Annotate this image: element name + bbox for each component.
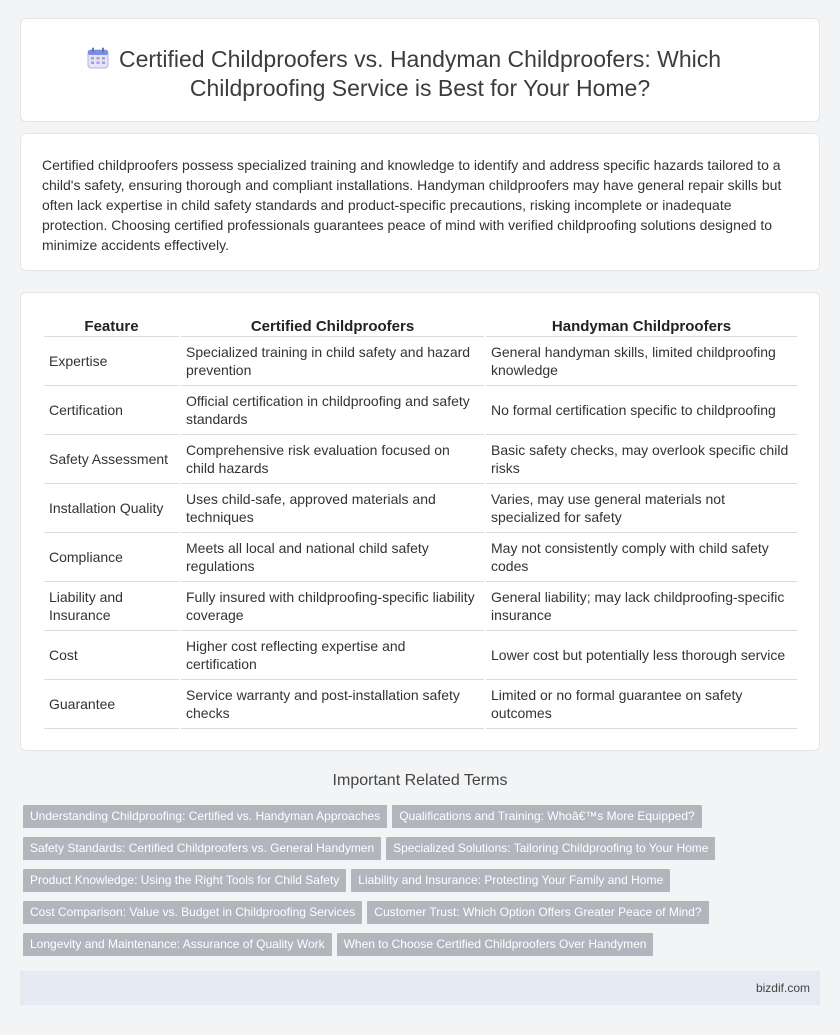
certified-cell: Service warranty and post-installation safety checks [181, 680, 484, 729]
handyman-cell: No formal certification specific to childproofing [486, 386, 797, 435]
handyman-cell: May not consistently comply with child safety codes [486, 533, 797, 582]
related-term-link[interactable]: Cost Comparison: Value vs. Budget in Childproofing Services [23, 901, 362, 924]
related-term-link[interactable]: When to Choose Certified Childproofers Over Handymen [337, 933, 654, 956]
feature-cell: Certification [44, 386, 179, 435]
certified-cell: Higher cost reflecting expertise and certification [181, 631, 484, 680]
handyman-cell: Limited or no formal guarantee on safety outcomes [486, 680, 797, 729]
footer [20, 971, 820, 1005]
table-row [44, 484, 797, 533]
handyman-cell: General handyman skills, limited childproofing knowledge [486, 337, 797, 386]
table-row [44, 386, 797, 435]
intro-card [20, 133, 820, 271]
table-row [44, 435, 797, 484]
certified-cell: Specialized training in child safety and hazard prevention [181, 337, 484, 386]
comparison-card [20, 292, 820, 751]
footer-site-link[interactable]: bizdif.com [755, 981, 810, 995]
related-term-link[interactable]: Qualifications and Training: Whoâ€™s More Equipped? [392, 805, 702, 828]
certified-cell: Uses child-safe, approved materials and techniques [181, 484, 484, 533]
feature-cell: Liability and Insurance [44, 582, 179, 631]
feature-cell: Safety Assessment [44, 435, 179, 484]
table-row [44, 533, 797, 582]
certified-cell: Official certification in childproofing and safety standards [181, 386, 484, 435]
table-row [44, 337, 797, 386]
related-term-link[interactable]: Longevity and Maintenance: Assurance of Quality Work [23, 933, 332, 956]
column-header-handyman: Handyman Childproofers [486, 317, 797, 337]
feature-cell: Expertise [44, 337, 179, 386]
certified-cell: Fully insured with childproofing-specific liability coverage [181, 582, 484, 631]
handyman-cell: Varies, may use general materials not specialized for safety [486, 484, 797, 533]
comparison-table [42, 317, 799, 729]
feature-cell: Installation Quality [44, 484, 179, 533]
related-terms-title: Important Related Terms [332, 772, 508, 789]
table-header-row [44, 317, 797, 337]
related-term-link[interactable]: Product Knowledge: Using the Right Tools for Child Safety [23, 869, 346, 892]
page-title: Certified Childproofers vs. Handyman Childproofers: Which Childproofing Service is Best for Your Home? [118, 46, 722, 101]
table-row [44, 631, 797, 680]
header-card [20, 18, 820, 122]
intro-paragraph: Certified childproofers possess specialized training and knowledge to identify and address specific hazards tailored to a child's safety, ensuring thorough and compliant installations. Handyman childproofers may have general repair skills but often lack expertise in child safety standards and product-specific precautions, risking incomplete or inadequate protection. Choosing certified professionals guarantees peace of mind with verified childproofing solutions designed to minimize accidents effectively. [42, 157, 782, 253]
table-row [44, 680, 797, 729]
handyman-cell: General liability; may lack childproofing-specific insurance [486, 582, 797, 631]
related-term-link[interactable]: Customer Trust: Which Option Offers Greater Peace of Mind? [367, 901, 708, 924]
related-term-link[interactable]: Specialized Solutions: Tailoring Childproofing to Your Home [386, 837, 715, 860]
handyman-cell: Basic safety checks, may overlook specific child risks [486, 435, 797, 484]
certified-cell: Comprehensive risk evaluation focused on child hazards [181, 435, 484, 484]
certified-cell: Meets all local and national child safety regulations [181, 533, 484, 582]
feature-cell: Cost [44, 631, 179, 680]
table-row [44, 582, 797, 631]
feature-cell: Guarantee [44, 680, 179, 729]
related-term-link[interactable]: Liability and Insurance: Protecting Your Family and Home [351, 869, 670, 892]
column-header-feature: Feature [44, 317, 179, 337]
handyman-cell: Lower cost but potentially less thorough service [486, 631, 797, 680]
related-terms-list [23, 805, 823, 965]
related-term-link[interactable]: Understanding Childproofing: Certified vs. Handyman Approaches [23, 805, 387, 828]
related-term-link[interactable]: Safety Standards: Certified Childproofers vs. General Handymen [23, 837, 381, 860]
feature-cell: Compliance [44, 533, 179, 582]
column-header-certified: Certified Childproofers [181, 317, 484, 337]
